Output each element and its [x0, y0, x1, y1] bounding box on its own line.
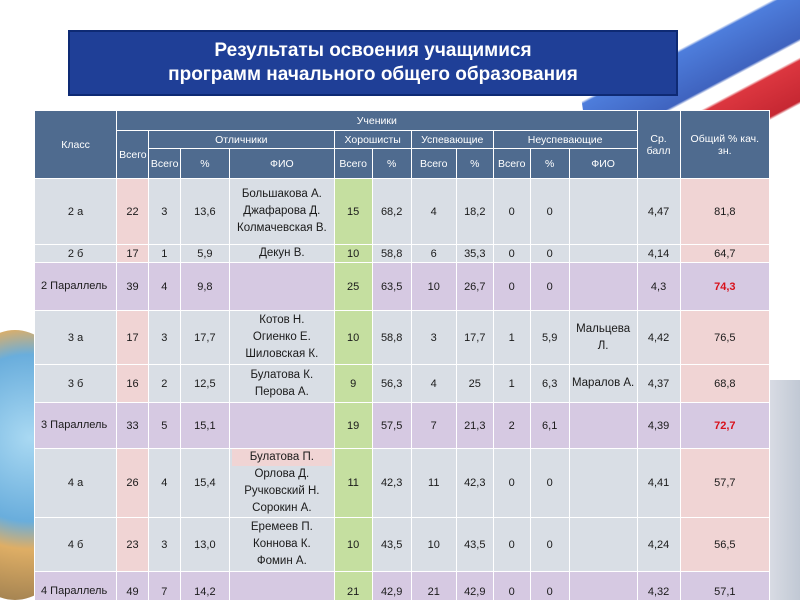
cell-otl-pct: 17,7	[180, 311, 229, 365]
cell-usp-vsego: 6	[411, 245, 456, 263]
cell-usp-pct: 35,3	[456, 245, 493, 263]
cell-neusp-pct: 0	[530, 572, 569, 600]
student-name: Маралов А.	[571, 377, 635, 389]
cell-sr-ball: 4,3	[637, 263, 680, 311]
cell-otl-pct: 9,8	[180, 263, 229, 311]
student-name: Огиенко Е.	[252, 331, 311, 343]
cell-neusp-pct: 6,3	[530, 365, 569, 403]
cell-otl-pct: 13,0	[180, 518, 229, 572]
cell-neusp-pct: 6,1	[530, 403, 569, 449]
cell-vsego: 17	[117, 311, 149, 365]
cell-neusp-vsego: 0	[493, 263, 530, 311]
student-name: Шиловская К.	[245, 348, 319, 360]
cell-usp-pct: 26,7	[456, 263, 493, 311]
cell-otl-vsego: 2	[148, 365, 180, 403]
cell-vsego: 26	[117, 449, 149, 518]
student-name: Перова А.	[254, 385, 309, 398]
cell-khor-pct: 68,2	[372, 179, 411, 245]
cell-klass: 3 б	[35, 365, 117, 403]
cell-obshchiy: 57,7	[680, 449, 769, 518]
cell-obshchiy: 72,7	[680, 403, 769, 449]
cell-neusp-fio	[569, 263, 637, 311]
cell-neusp-pct: 5,9	[530, 311, 569, 365]
student-name: Еремеев П.	[250, 521, 313, 533]
cell-klass: 3 а	[35, 311, 117, 365]
cell-khor-pct: 42,3	[372, 449, 411, 518]
cell-sr-ball: 4,41	[637, 449, 680, 518]
header-otlichniki: Отличники	[148, 131, 334, 149]
cell-khor-pct: 58,8	[372, 245, 411, 263]
cell-usp-vsego: 7	[411, 403, 456, 449]
header-otl-pct: %	[180, 149, 229, 179]
student-name: Большакова А.	[241, 188, 322, 200]
cell-neusp-vsego: 1	[493, 311, 530, 365]
cell-otl-vsego: 3	[148, 179, 180, 245]
cell-usp-pct: 21,3	[456, 403, 493, 449]
cell-otl-fio	[230, 449, 335, 518]
cell-usp-pct: 18,2	[456, 179, 493, 245]
cell-usp-vsego: 10	[411, 518, 456, 572]
cell-usp-vsego: 11	[411, 449, 456, 518]
slide-title	[68, 30, 678, 96]
cell-otl-pct: 15,4	[180, 449, 229, 518]
header-sr-ball: Ср. балл	[637, 111, 680, 179]
cell-khor-vsego: 15	[334, 179, 372, 245]
cell-khor-pct: 57,5	[372, 403, 411, 449]
cell-otl-vsego: 3	[148, 518, 180, 572]
cell-otl-vsego: 4	[148, 263, 180, 311]
cell-neusp-vsego: 1	[493, 365, 530, 403]
cell-otl-fio	[230, 179, 335, 245]
header-usp-pct: %	[456, 149, 493, 179]
cell-neusp-fio	[569, 365, 637, 403]
cell-usp-vsego: 4	[411, 365, 456, 403]
table-row	[35, 245, 770, 263]
table-row	[35, 263, 770, 311]
cell-khor-pct: 58,8	[372, 311, 411, 365]
cell-usp-pct: 43,5	[456, 518, 493, 572]
student-name: Булатова П.	[232, 449, 332, 466]
cell-sr-ball: 4,14	[637, 245, 680, 263]
table-row	[35, 518, 770, 572]
cell-neusp-vsego: 0	[493, 449, 530, 518]
cell-obshchiy: 74,3	[680, 263, 769, 311]
cell-khor-pct: 63,5	[372, 263, 411, 311]
cell-vsego: 39	[117, 263, 149, 311]
student-name: Ручковский Н.	[244, 485, 320, 497]
table-row	[35, 365, 770, 403]
cell-otl-fio	[230, 572, 335, 600]
cell-neusp-fio	[569, 245, 637, 263]
cell-klass: 2 а	[35, 179, 117, 245]
results-table-container	[34, 110, 770, 600]
cell-otl-pct: 12,5	[180, 365, 229, 403]
cell-klass: 2 Параллель	[35, 263, 117, 311]
cell-otl-fio	[230, 365, 335, 403]
header-uspevayushchie: Успевающие	[411, 131, 493, 149]
cell-vsego: 22	[117, 179, 149, 245]
header-khor-vsego: Всего	[334, 149, 372, 179]
header-klass: Класс	[35, 111, 117, 179]
cell-obshchiy: 68,8	[680, 365, 769, 403]
cell-usp-pct: 42,3	[456, 449, 493, 518]
header-neusp-pct: %	[530, 149, 569, 179]
student-name: Булатова К.	[250, 368, 314, 381]
cell-otl-fio	[230, 311, 335, 365]
cell-otl-vsego: 4	[148, 449, 180, 518]
title-line-2: программ начального общего образования	[168, 64, 578, 85]
header-otl-fio: ФИО	[230, 149, 335, 179]
cell-klass: 4 б	[35, 518, 117, 572]
cell-vsego: 17	[117, 245, 149, 263]
header-khoroshisty: Хорошисты	[334, 131, 411, 149]
cell-usp-vsego: 21	[411, 572, 456, 600]
header-vsego: Всего	[117, 131, 149, 179]
header-usp-vsego: Всего	[411, 149, 456, 179]
header-khor-pct: %	[372, 149, 411, 179]
student-name: Фомин А.	[256, 555, 307, 567]
header-neuspevayushchie: Неуспевающие	[493, 131, 637, 149]
cell-neusp-fio	[569, 311, 637, 365]
cell-otl-pct: 13,6	[180, 179, 229, 245]
cell-sr-ball: 4,42	[637, 311, 680, 365]
student-name: Джафарова Д.	[243, 205, 321, 217]
cell-usp-vsego: 10	[411, 263, 456, 311]
cell-neusp-pct: 0	[530, 449, 569, 518]
table-row	[35, 403, 770, 449]
student-name: Орлова Д.	[254, 468, 310, 480]
table-row	[35, 572, 770, 600]
header-obshchiy: Общий % кач. зн.	[680, 111, 769, 179]
header-neusp-fio: ФИО	[569, 149, 637, 179]
student-name: Коннова К.	[253, 538, 311, 550]
cell-sr-ball: 4,47	[637, 179, 680, 245]
cell-otl-fio	[230, 403, 335, 449]
cell-otl-vsego: 7	[148, 572, 180, 600]
cell-obshchiy: 64,7	[680, 245, 769, 263]
cell-khor-vsego: 19	[334, 403, 372, 449]
cell-otl-vsego: 3	[148, 311, 180, 365]
cell-obshchiy: 81,8	[680, 179, 769, 245]
cell-neusp-fio	[569, 572, 637, 600]
cell-usp-pct: 17,7	[456, 311, 493, 365]
cell-sr-ball: 4,39	[637, 403, 680, 449]
cell-otl-vsego: 5	[148, 403, 180, 449]
cell-usp-pct: 42,9	[456, 572, 493, 600]
results-table-body	[35, 179, 770, 600]
cell-klass: 4 а	[35, 449, 117, 518]
header-neusp-vsego: Всего	[493, 149, 530, 179]
cell-khor-vsego: 21	[334, 572, 372, 600]
cell-klass: 4 Параллель	[35, 572, 117, 600]
cell-neusp-vsego: 2	[493, 403, 530, 449]
cell-neusp-fio	[569, 403, 637, 449]
cell-otl-fio	[230, 263, 335, 311]
student-name: Мальцева Л.	[576, 322, 631, 352]
cell-usp-vsego: 4	[411, 179, 456, 245]
cell-obshchiy: 57,1	[680, 572, 769, 600]
cell-neusp-fio	[569, 449, 637, 518]
table-row	[35, 311, 770, 365]
cell-khor-pct: 56,3	[372, 365, 411, 403]
cell-neusp-vsego: 0	[493, 245, 530, 263]
cell-otl-pct: 14,2	[180, 572, 229, 600]
table-row	[35, 179, 770, 245]
cell-khor-vsego: 11	[334, 449, 372, 518]
student-name: Сорокин А.	[252, 502, 312, 514]
cell-neusp-vsego: 0	[493, 179, 530, 245]
cell-otl-fio	[230, 245, 335, 263]
cell-vsego: 33	[117, 403, 149, 449]
cell-khor-vsego: 9	[334, 365, 372, 403]
cell-obshchiy: 56,5	[680, 518, 769, 572]
cell-neusp-vsego: 0	[493, 518, 530, 572]
cell-klass: 2 б	[35, 245, 117, 263]
student-name: Котов Н.	[259, 314, 305, 326]
cell-otl-fio	[230, 518, 335, 572]
cell-otl-vsego: 1	[148, 245, 180, 263]
header-ucheniki: Ученики	[117, 111, 637, 131]
table-row	[35, 449, 770, 518]
title-line-1: Результаты освоения учащимися	[214, 40, 532, 61]
cell-neusp-fio	[569, 518, 637, 572]
cell-vsego: 49	[117, 572, 149, 600]
cell-neusp-pct: 0	[530, 518, 569, 572]
cell-sr-ball: 4,32	[637, 572, 680, 600]
student-name: Колмачевская В.	[237, 222, 327, 234]
cell-khor-vsego: 25	[334, 263, 372, 311]
cell-neusp-pct: 0	[530, 263, 569, 311]
cell-khor-pct: 43,5	[372, 518, 411, 572]
cell-khor-vsego: 10	[334, 245, 372, 263]
cell-sr-ball: 4,37	[637, 365, 680, 403]
results-table	[34, 110, 770, 600]
student-name: Декун В.	[259, 247, 305, 259]
cell-neusp-pct: 0	[530, 245, 569, 263]
cell-otl-pct: 15,1	[180, 403, 229, 449]
cell-usp-vsego: 3	[411, 311, 456, 365]
cell-khor-pct: 42,9	[372, 572, 411, 600]
cell-obshchiy: 76,5	[680, 311, 769, 365]
cell-sr-ball: 4,24	[637, 518, 680, 572]
cell-neusp-vsego: 0	[493, 572, 530, 600]
cell-otl-pct: 5,9	[180, 245, 229, 263]
cell-neusp-fio	[569, 179, 637, 245]
cell-vsego: 23	[117, 518, 149, 572]
cell-klass: 3 Параллель	[35, 403, 117, 449]
header-otl-vsego: Всего	[148, 149, 180, 179]
cell-khor-vsego: 10	[334, 518, 372, 572]
cell-usp-pct: 25	[456, 365, 493, 403]
cell-vsego: 16	[117, 365, 149, 403]
cell-neusp-pct: 0	[530, 179, 569, 245]
cell-khor-vsego: 10	[334, 311, 372, 365]
